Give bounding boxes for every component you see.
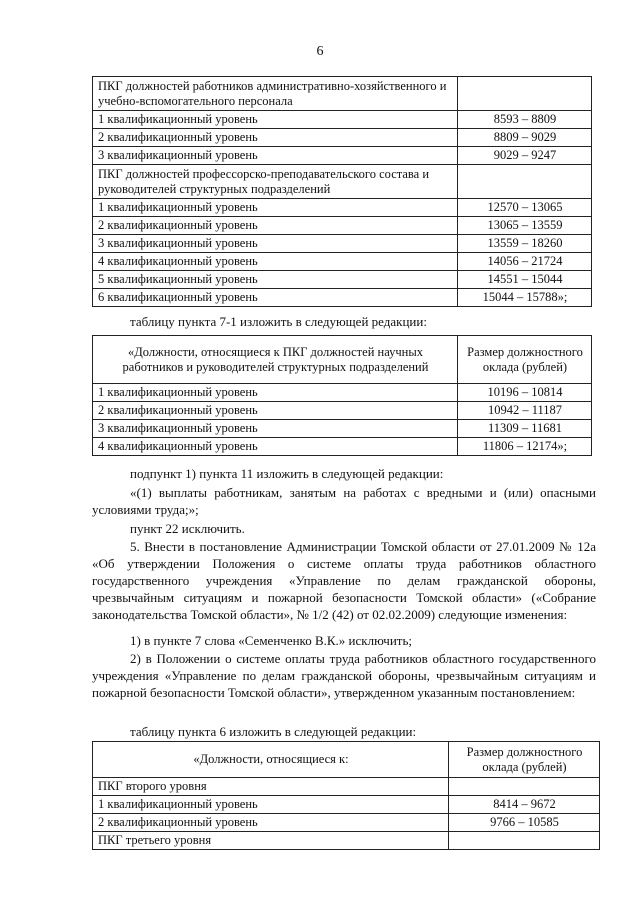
table-cell-value: 9029 – 9247: [458, 147, 592, 165]
paragraph: пункт 22 исключить.: [130, 521, 245, 536]
table-header-value: Размер должностного оклада (рублей): [449, 742, 600, 778]
table-cell-value: [449, 832, 600, 850]
table-cell-value: 8414 – 9672: [449, 796, 600, 814]
table-header-value: Размер должностного оклада (рублей): [458, 336, 592, 384]
paragraph: 2) в Положении о системе оплаты труда работников областного государственного учреждения «Управление по делам гражданской обороны, чрезвычайным ситуациям и пожарной безопасности Томской области», утвержденном указанным постановлением:: [92, 651, 596, 700]
table-row: [93, 165, 592, 199]
table-cell-value: [458, 165, 592, 199]
salary-table-1: [92, 76, 592, 307]
table-row: [93, 438, 592, 456]
table-cell-value: 15044 – 15788»;: [458, 289, 592, 307]
table-header-row: [93, 336, 592, 384]
table-cell-value: 10942 – 11187: [458, 402, 592, 420]
table-cell-name: ПКГ должностей работников административно-хозяйственного и учебно-вспомогательного персонала: [93, 77, 458, 111]
table-cell-name: 5 квалификационный уровень: [93, 271, 458, 289]
table-cell-name: 2 квалификационный уровень: [93, 129, 458, 147]
table-cell-name: ПКГ третьего уровня: [93, 832, 449, 850]
table-row: [93, 814, 600, 832]
table-cell-value: 11806 – 12174»;: [458, 438, 592, 456]
table-row: [93, 832, 600, 850]
table-row: [93, 77, 592, 111]
paragraph: таблицу пункта 7-1 изложить в следующей редакции:: [130, 314, 427, 329]
table-cell-name: 1 квалификационный уровень: [93, 796, 449, 814]
table-header-row: [93, 742, 600, 778]
table-row: [93, 384, 592, 402]
table-cell-value: [449, 778, 600, 796]
table-cell-name: 1 квалификационный уровень: [93, 384, 458, 402]
table-cell-name: 4 квалификационный уровень: [93, 438, 458, 456]
table-row: [93, 111, 592, 129]
table-cell-value: 13559 – 18260: [458, 235, 592, 253]
table-row: [93, 402, 592, 420]
table-cell-value: 13065 – 13559: [458, 217, 592, 235]
table-cell-name: 1 квалификационный уровень: [93, 199, 458, 217]
table-cell-value: 11309 – 11681: [458, 420, 592, 438]
table-cell-value: 8809 – 9029: [458, 129, 592, 147]
table-row: [93, 129, 592, 147]
table-cell-name: 2 квалификационный уровень: [93, 402, 458, 420]
table-cell-value: 10196 – 10814: [458, 384, 592, 402]
table-row: [93, 253, 592, 271]
table-row: [93, 778, 600, 796]
table-row: [93, 796, 600, 814]
table-cell-name: ПКГ должностей профессорско-преподавательского состава и руководителей структурных подразделений: [93, 165, 458, 199]
table-row: [93, 147, 592, 165]
table-row: [93, 217, 592, 235]
table-cell-value: [458, 77, 592, 111]
paragraph: таблицу пункта 6 изложить в следующей редакции:: [130, 724, 417, 739]
paragraph: «(1) выплаты работникам, занятым на работах с вредными и (или) опасными условиями труда;»;: [92, 485, 596, 517]
paragraph: подпункт 1) пункта 11 изложить в следующей редакции:: [130, 466, 444, 481]
table-cell-name: ПКГ второго уровня: [93, 778, 449, 796]
table-cell-value: 14551 – 15044: [458, 271, 592, 289]
page-number: 6: [316, 44, 324, 59]
salary-table-3: [92, 741, 600, 850]
table-row: [93, 420, 592, 438]
table-cell-value: 9766 – 10585: [449, 814, 600, 832]
table-cell-name: 2 квалификационный уровень: [93, 814, 449, 832]
table-row: [93, 289, 592, 307]
table-cell-value: 14056 – 21724: [458, 253, 592, 271]
table-cell-name: 4 квалификационный уровень: [93, 253, 458, 271]
table-cell-name: 2 квалификационный уровень: [93, 217, 458, 235]
table-cell-name: 3 квалификационный уровень: [93, 235, 458, 253]
paragraph: 5. Внести в постановление Администрации Томской области от 27.01.2009 № 12а «Об утверждении Положения о системе оплаты труда работников областного государственного учреждения «Управление по делам гражданской обороны, чрезвычайным ситуациям и пожарной безопасности Томской области» («Собрание законодательства Томской области», № 1/2 (42) от 02.02.2009) следующие изменения:: [92, 539, 596, 622]
table-cell-name: 6 квалификационный уровень: [93, 289, 458, 307]
table-cell-value: 8593 – 8809: [458, 111, 592, 129]
table-row: [93, 271, 592, 289]
table-row: [93, 199, 592, 217]
table-cell-value: 12570 – 13065: [458, 199, 592, 217]
table-row: [93, 235, 592, 253]
salary-table-2: [92, 335, 592, 456]
table-cell-name: 3 квалификационный уровень: [93, 420, 458, 438]
table-cell-name: 1 квалификационный уровень: [93, 111, 458, 129]
paragraph: 1) в пункте 7 слова «Семенченко В.К.» исключить;: [130, 633, 413, 648]
table-header-name: «Должности, относящиеся к ПКГ должностей научных работников и руководителей структурных подразделений: [93, 336, 458, 384]
table-header-name: «Должности, относящиеся к:: [93, 742, 449, 778]
table-cell-name: 3 квалификационный уровень: [93, 147, 458, 165]
